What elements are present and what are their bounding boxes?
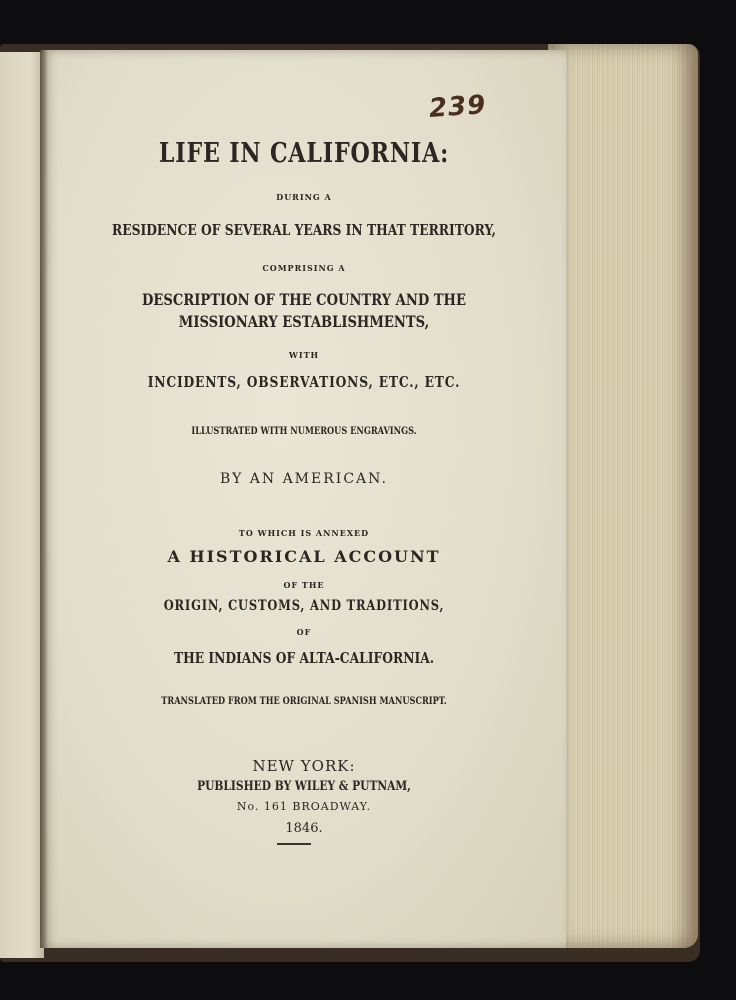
during-line: DURING A: [276, 192, 332, 202]
account-line: A HISTORICAL ACCOUNT: [167, 547, 441, 566]
illustrated-line: ILLUSTRATED WITH NUMEROUS ENGRAVINGS.: [191, 426, 417, 437]
title-page: [42, 50, 566, 948]
indians-line: THE INDIANS OF ALTA-CALIFORNIA.: [173, 649, 435, 667]
of-the-line: OF THE: [283, 580, 325, 590]
incidents-line: INCIDENTS, OBSERVATIONS, ETC., ETC.: [147, 373, 461, 391]
author-line: BY AN AMERICAN.: [220, 471, 388, 487]
with-line: WITH: [288, 350, 320, 360]
left-page-edge: [0, 52, 44, 958]
rule-ornament: [277, 843, 311, 845]
description-line-1: DESCRIPTION OF THE COUNTRY AND THE: [142, 290, 466, 309]
origin-line: ORIGIN, CUSTOMS, AND TRADITIONS,: [163, 598, 445, 614]
comprising-line: COMPRISING A: [262, 263, 346, 273]
residence-line: RESIDENCE OF SEVERAL YEARS IN THAT TERRITORY,: [112, 221, 496, 239]
address-line: No. 161 BROADWAY.: [236, 800, 372, 813]
description-line-2: MISSIONARY ESTABLISHMENTS,: [178, 312, 430, 331]
of-line: OF: [296, 627, 312, 637]
translated-line: TRANSLATED FROM THE ORIGINAL SPANISH MANUSCRIPT.: [161, 696, 447, 707]
publisher-line: PUBLISHED BY WILEY & PUTNAM,: [197, 779, 411, 794]
book-title: LIFE IN CALIFORNIA:: [158, 138, 450, 169]
year-line: 1846.: [285, 821, 323, 836]
city-line: NEW YORK:: [252, 757, 356, 775]
handwritten-shelf-mark: 239: [427, 90, 487, 124]
page-gutter: [40, 50, 48, 948]
annexed-line: TO WHICH IS ANNEXED: [238, 528, 370, 538]
